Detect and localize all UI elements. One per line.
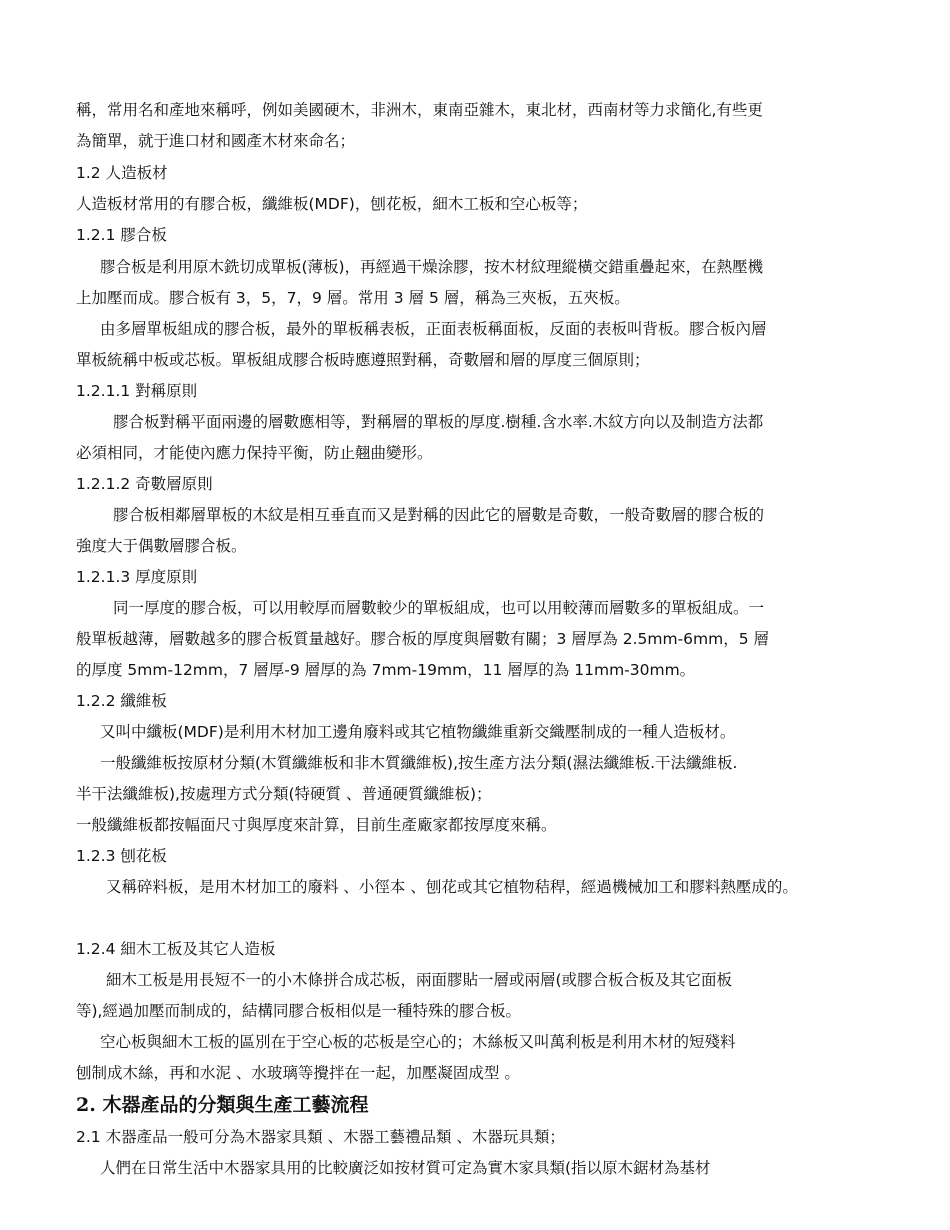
body-text-line: 由多層單板組成的膠合板，最外的單板稱表板，正面表板稱面板，反面的表板叫背板。膠合板內層: [100, 320, 767, 338]
body-text-line: 空心板與細木工板的區別在于空心板的芯板是空心的；木絲板又叫萬利板是利用木材的短殘料: [100, 1033, 736, 1051]
body-text-line: 半干法纖維板),按處理方式分類(特硬質 、普通硬質纖維板)；: [76, 785, 492, 803]
body-text-line: 的厚度 5mm-12mm，7 層厚-9 層厚的為 7mm-19mm，11 層厚的為 11mm-30mm。: [76, 661, 696, 679]
chapter-heading: 2. 木器產品的分類與生產工藝流程: [76, 1094, 369, 1116]
body-text-line: 刨制成木絲，再和水泥 、水玻璃等攪拌在一起，加壓凝固成型 。: [76, 1064, 520, 1082]
body-text-line: 人造板材常用的有膠合板，纖維板(MDF)，刨花板，細木工板和空心板等；: [76, 195, 588, 213]
body-text-line: 上加壓而成。膠合板有 3，5，7，9 層。常用 3 層 5 層，稱為三夾板，五夾板。: [76, 289, 630, 307]
body-text-line: 膠合板相鄰層單板的木紋是相互垂直而又是對稱的因此它的層數是奇數，一般奇數層的膠合板的: [113, 506, 765, 524]
section-heading: 1.2.2 纖維板: [76, 692, 167, 710]
body-text-line: 強度大于偶數層膠合板。: [76, 537, 247, 555]
section-heading: 1.2.3 刨花板: [76, 847, 167, 865]
body-text-line: 為簡單，就于進口材和國產木材來命名；: [76, 132, 356, 150]
section-heading: 1.2.1.3 厚度原則: [76, 568, 198, 586]
body-text-line: 又叫中纖板(MDF)是利用木材加工邊角廢料或其它植物纖維重新交織壓制成的一種人造板材。: [100, 723, 736, 741]
section-heading: 1.2.1 膠合板: [76, 226, 167, 244]
body-text-line: 膠合板是利用原木銑切成單板(薄板)，再經過干燥涂膠，按木材紋理縱橫交錯重疊起來，在熱壓機: [100, 258, 764, 276]
body-text-line: 同一厚度的膠合板，可以用較厚而層數較少的單板組成，也可以用較薄而層數多的單板組成。一: [113, 599, 765, 617]
section-heading: 2.1 木器產品一般可分為木器家具類 、木器工藝禮品類 、木器玩具類；: [76, 1128, 565, 1146]
section-heading: 1.2.1.1 對稱原則: [76, 382, 198, 400]
body-text-line: 又稱碎料板，是用木材加工的廢料 、小徑本 、刨花或其它植物秸稈，經過機械加工和膠料熱壓成的。: [106, 878, 798, 896]
body-text-line: 稱，常用名和產地來稱呼，例如美國硬木，非洲木，東南亞雜木，東北材，西南材等力求簡化,有些更: [76, 101, 763, 119]
section-heading: 1.2.1.2 奇數層原則: [76, 475, 213, 493]
body-text-line: 一般纖維板都按幅面尺寸與厚度來計算，目前生產廠家都按厚度來稱。: [76, 816, 557, 834]
section-heading: 1.2.4 細木工板及其它人造板: [76, 940, 276, 958]
body-text-line: 一般纖維板按原材分類(木質纖維板和非木質纖維板),按生產方法分類(濕法纖維板.干法纖維板.: [100, 754, 738, 772]
body-text-line: 必須相同，才能使內應力保持平衡，防止翹曲變形。: [76, 444, 433, 462]
body-text-line: 般單板越薄，層數越多的膠合板質量越好。膠合板的厚度與層數有關；3 層厚為 2.5mm-6mm，5 層: [76, 630, 770, 648]
body-text-line: 單板統稱中板或芯板。單板組成膠合板時應遵照對稱，奇數層和層的厚度三個原則；: [76, 351, 650, 369]
body-text-line: 人們在日常生活中木器家具用的比較廣泛如按材質可定為實木家具類(指以原木鋸材為基材: [100, 1159, 711, 1177]
body-text-line: 膠合板對稱平面兩邊的層數應相等，對稱層的單板的厚度.樹種.含水率.木紋方向以及制造方法都: [113, 413, 764, 431]
section-heading: 1.2 人造板材: [76, 164, 168, 182]
body-text-line: 細木工板是用長短不一的小木條拼合成芯板，兩面膠貼一層或兩層(或膠合板合板及其它面板: [106, 971, 733, 989]
body-text-line: 等),經過加壓而制成的，結構同膠合板相似是一種特殊的膠合板。: [76, 1002, 521, 1020]
